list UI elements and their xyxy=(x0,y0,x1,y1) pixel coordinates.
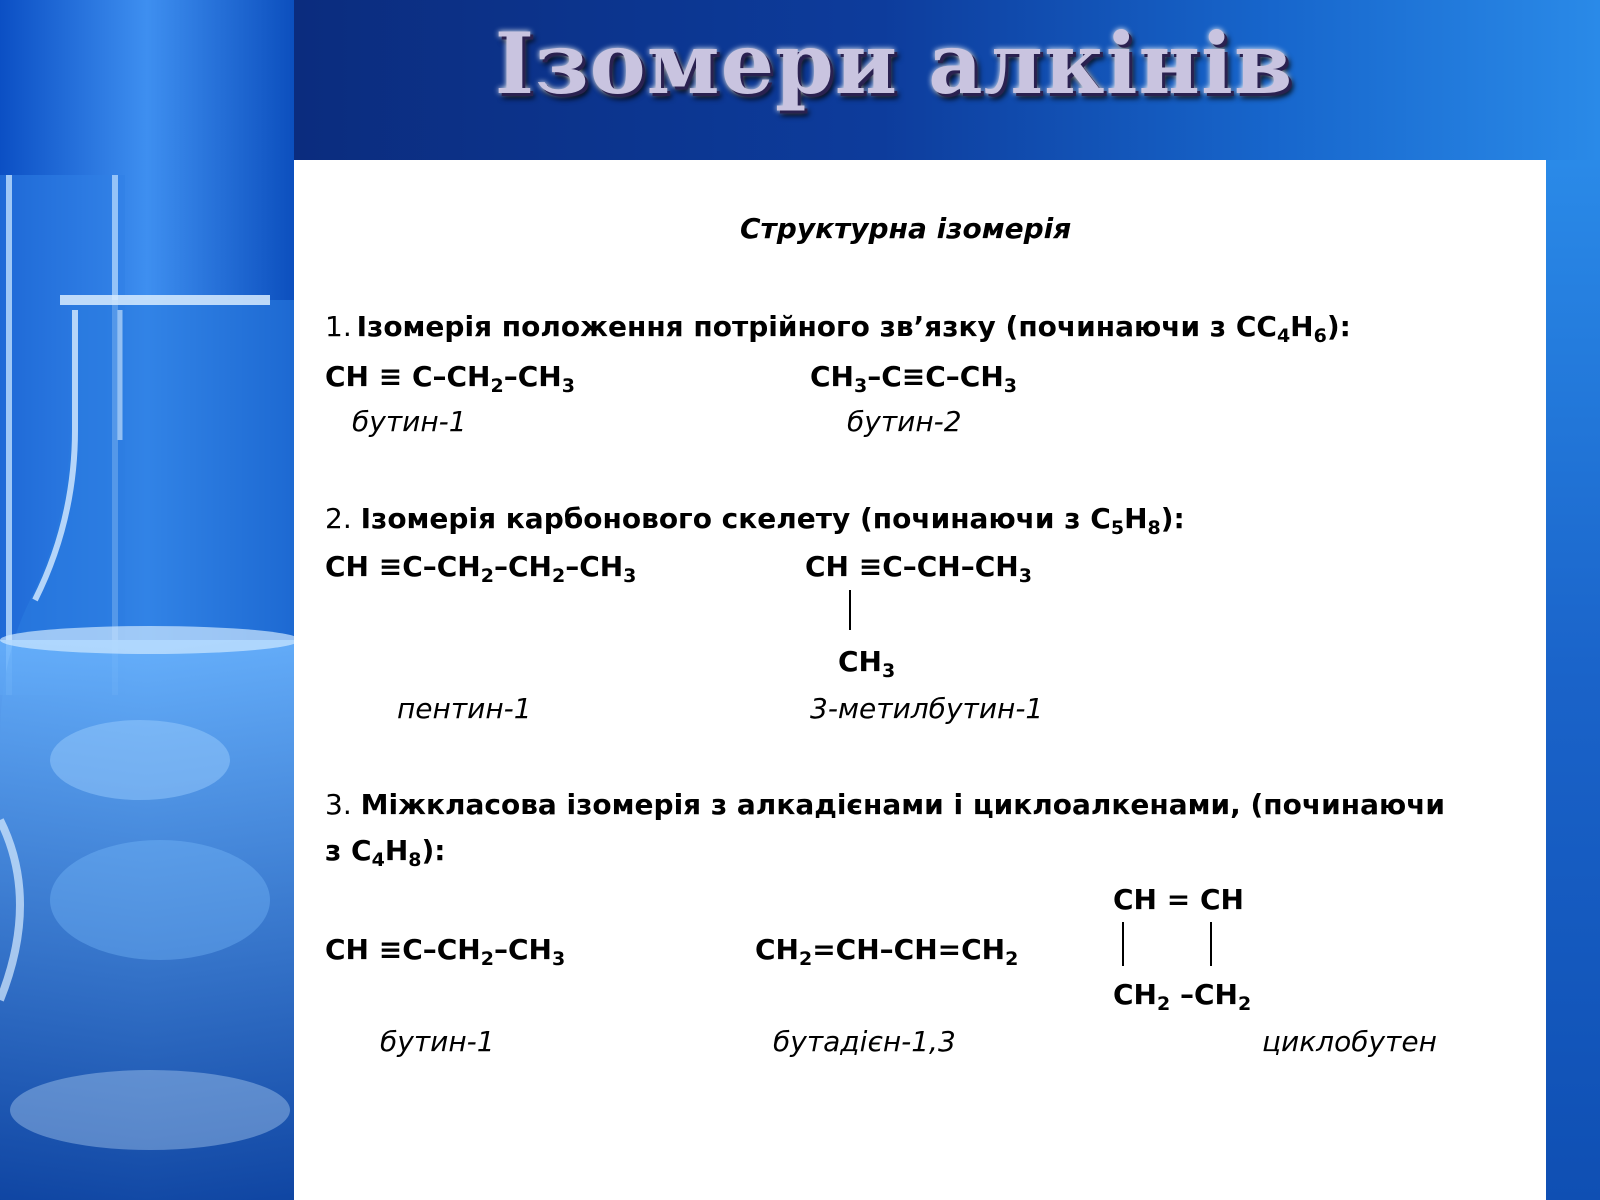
section3-formula-mid: $CH_2=CH-CH=CH_2$ xyxy=(755,933,1019,970)
branch-bond-line xyxy=(849,590,851,630)
section1-formula-right: $CH_3-C\equiv C-CH_3$ xyxy=(810,360,1017,397)
section3-heading-line2: з $C_4H_8$): xyxy=(325,834,446,871)
section3-formula-left: CH $\equiv C-CH_2-CH_3$ xyxy=(325,933,566,970)
section1-name-right: бутин-2 xyxy=(847,405,962,438)
section1-number: 1. xyxy=(325,310,352,343)
section1-heading-text: Ізомерія положення потрійного зв’язку (починаючи з C xyxy=(356,310,1257,343)
lab-glassware-image xyxy=(0,0,294,1200)
section1-heading xyxy=(325,310,1351,347)
cyclobutene-top: CH = CH xyxy=(1113,883,1244,916)
section2-number: 2. xyxy=(325,502,352,535)
right-decor-band xyxy=(1546,160,1600,1200)
section2-heading-text: Ізомерія карбонового скелету (починаючи з $C_5H_8$): xyxy=(360,502,1185,539)
section2-name-right: 3-метилбутин-1 xyxy=(810,692,1044,725)
section2-branch: $CH_3$ xyxy=(838,645,896,682)
section2-name-left: пентин-1 xyxy=(397,692,532,725)
section3-name-right: циклобутен xyxy=(1262,1025,1437,1058)
section3-heading-text: Міжкласова ізомерія з алкадієнами і циклоалкенами, (починаючи xyxy=(360,788,1446,821)
ring-bond-right xyxy=(1210,922,1212,966)
section1-heading-formula: $C_4H_6$): xyxy=(1256,310,1351,347)
slide-title: Ізомери алкінів xyxy=(494,14,1294,113)
section3-number: 3. xyxy=(325,788,352,821)
section2-heading xyxy=(325,502,1185,539)
section1-formula-left: CH ≡ $C-CH_2-CH_3$ xyxy=(325,360,575,397)
section2-formula-left: CH $\equiv C-CH_2-CH_2-CH_3$ xyxy=(325,550,637,587)
subtitle: Структурна ізомерія xyxy=(740,212,1072,245)
section2-formula-right: CH $\equiv C-CH-CH_3$ xyxy=(805,550,1032,587)
section3-name-left: бутин-1 xyxy=(380,1025,495,1058)
cyclobutene-bottom: $CH_2$ $-CH_2$ xyxy=(1113,978,1252,1015)
ring-bond-left xyxy=(1122,922,1124,966)
section3-heading-line1 xyxy=(325,788,1445,822)
section3-name-mid: бутадієн-1,3 xyxy=(773,1025,956,1058)
section1-name-left: бутин-1 xyxy=(352,405,467,438)
